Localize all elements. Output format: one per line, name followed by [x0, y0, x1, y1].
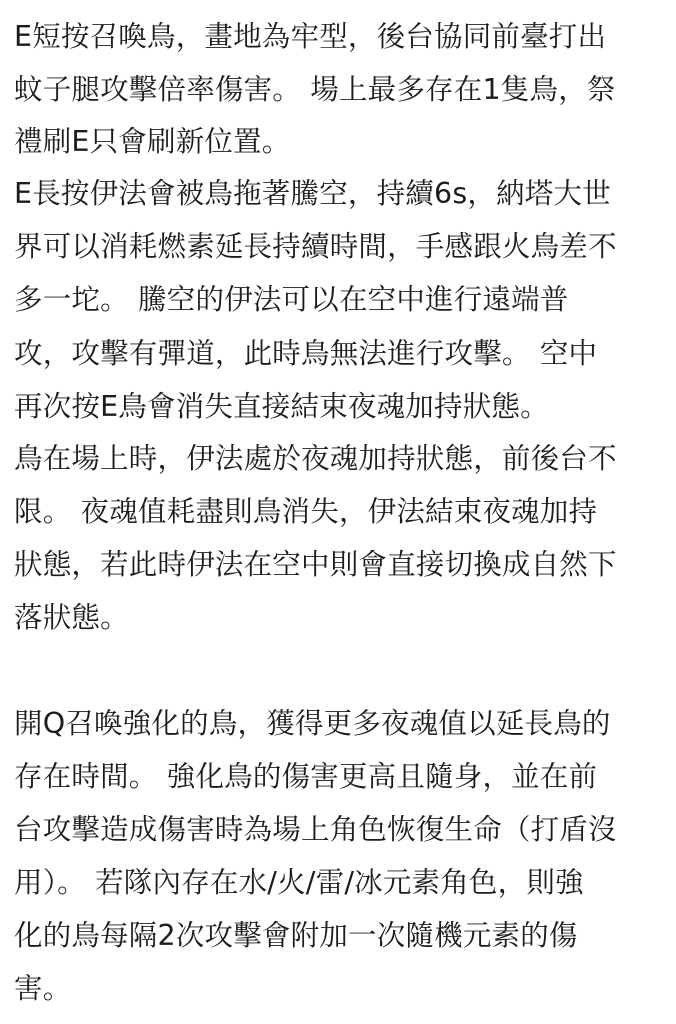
text-line: 落狀態。	[14, 601, 129, 634]
text-line: 狀態，若此時伊法在空中則會直接切換成自然下	[14, 548, 617, 581]
text-line: 多一坨。 騰空的伊法可以在空中進行遠端普	[14, 283, 569, 316]
text-line: 害。	[14, 972, 72, 1005]
text-line: 存在時間。 強化鳥的傷害更高且隨身，並在前	[14, 760, 598, 793]
text-line: 蚊子腿攻擊倍率傷害。 場上最多存在1隻鳥，祭	[14, 73, 616, 106]
text-line: 化的鳥每隔2次攻擊會附加一次隨機元素的傷	[14, 919, 578, 952]
text-line: E長按伊法會被鳥拖著騰空，持續6s，納塔大世	[14, 177, 611, 210]
text-line: 開Q召喚強化的鳥，獲得更多夜魂值以延長鳥的	[14, 707, 611, 740]
text-line: 禮刷E只會刷新位置。	[14, 125, 291, 158]
text-line: 再次按E鳥會消失直接結束夜魂加持狀態。	[14, 390, 549, 423]
text-line: 限。 夜魂值耗盡則鳥消失，伊法結束夜魂加持	[14, 495, 598, 528]
text-line: 用）。 若隊內存在水/火/雷/冰元素角色，則強	[14, 866, 584, 899]
text-line: 攻，攻擊有彈道，此時鳥無法進行攻擊。 空中	[14, 337, 598, 370]
text-line: 台攻擊造成傷害時為場上角色恢復生命（打盾沒	[14, 813, 617, 846]
text-line: 界可以消耗燃素延長持續時間，手感跟火鳥差不	[14, 230, 617, 263]
text-line: 鳥在場上時，伊法處於夜魂加持狀態，前後台不	[14, 442, 617, 475]
text-line: E短按召喚鳥，畫地為牢型，後台協同前臺打出	[14, 20, 607, 53]
